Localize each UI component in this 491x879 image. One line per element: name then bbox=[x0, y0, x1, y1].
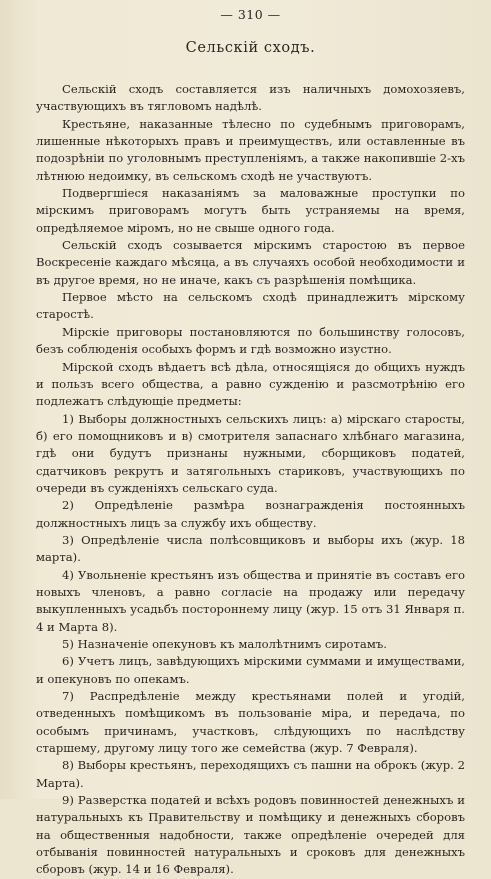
paragraph: Первое мѣсто на сельскомъ сходѣ принадлежитъ мірскому старостѣ. bbox=[36, 290, 465, 322]
paragraph: Мірской сходъ вѣдаетъ всѣ дѣла, относящіяся до общихъ нуждъ и пользъ всего общества, а равно сужденію и разсмотрѣнію его подлежатъ слѣдующіе предметы: bbox=[36, 359, 465, 409]
paragraph: Сельскій сходъ созывается мірскимъ старостою въ первое Воскресеніе каждаго мѣсяца, а въ случаяхъ особой необходимости и въ другое время, но не иначе, какъ съ разрѣшенія помѣщика. bbox=[36, 238, 465, 287]
list-item: 8) Выборы крестьянъ, переходящихъ съ пашни на оброкъ (жур. 2 Марта). bbox=[36, 758, 465, 790]
paragraph: Подвергшіеся наказаніямъ за маловажные проступки по мірскимъ приговорамъ могутъ быть устраняемы на время, опредѣляемое міромъ, но не свыше одного года. bbox=[36, 186, 465, 235]
list-item: 6) Учетъ лицъ, завѣдующихъ мірскими суммами и имуществами, и опекуновъ по опекамъ. bbox=[36, 654, 465, 686]
paragraph: Сельскій сходъ составляется изъ наличныхъ домохозяевъ, участвующихъ въ тягловомъ надѣлѣ. bbox=[36, 82, 465, 114]
list-item: 7) Распредѣленіе между крестьянами полей и угодій, отведенныхъ помѣщикомъ въ пользованіе міра, и передача, по особымъ причинамъ, участковъ, слѣдующихъ по наслѣдству старшему, другому лицу того же семейства (жур. 7 Февраля). bbox=[36, 689, 465, 756]
page-number: — 310 — bbox=[220, 7, 281, 22]
list-item: 4) Увольненіе крестьянъ изъ общества и принятіе въ составъ его новыхъ членовъ, а равно согласіе на продажу или передачу выкупленныхъ усадьбъ постороннему лицу (жур. 15 отъ 31 Января п. 4 и Марта 8). bbox=[36, 567, 465, 634]
paragraph: Крестьяне, наказанные тѣлесно по судебнымъ приговорамъ, лишенные нѣкоторыхъ правъ и преимуществъ, или оставленные въ подозрѣніи по уголовнымъ преступленіямъ, а также накопившіе 2-хъ лѣтнюю недоимку, въ сельскомъ сходѣ не участвуютъ. bbox=[36, 116, 465, 183]
list-item: 9) Разверстка податей и всѣхъ родовъ повинностей денежныхъ и натуральныхъ къ Правительству и помѣщику и денежныхъ сборовъ на общественныя надобности, также опредѣленіе очередей для отбыванія повинностей натуральныхъ и сроковъ для денежныхъ сборовъ (жур. 14 и 16 Февраля). bbox=[36, 793, 465, 877]
body-text bbox=[36, 81, 465, 879]
list-item: 2) Опредѣленіе размѣра вознагражденія постоянныхъ должностныхъ лицъ за службу ихъ обществу. bbox=[36, 498, 465, 530]
section-title: Сельскій сходъ. bbox=[185, 40, 316, 56]
list-item: 5) Назначеніе опекуновъ къ малолѣтнимъ сиротамъ. bbox=[62, 637, 387, 651]
list-item: 3) Опредѣленіе числа полѣсовщиковъ и выборы ихъ (жур. 18 марта). bbox=[36, 532, 465, 565]
list-item: 1) Выборы должностныхъ сельскихъ лицъ: а) мірскаго старосты, б) его помощниковъ и в) смотрителя запаснаго хлѣбнаго магазина, гдѣ они будутъ признаны нужными, сборщиковъ податей, сдатчиковъ рекрутъ и затягольныхъ стариковъ, участвующихъ по очереди въ сужденіяхъ сельскаго суда. bbox=[36, 411, 465, 495]
paragraph: Мірскіе приговоры постановляются по большинству голосовъ, безъ соблюденія особыхъ формъ и гдѣ возможно изустно. bbox=[36, 324, 465, 357]
